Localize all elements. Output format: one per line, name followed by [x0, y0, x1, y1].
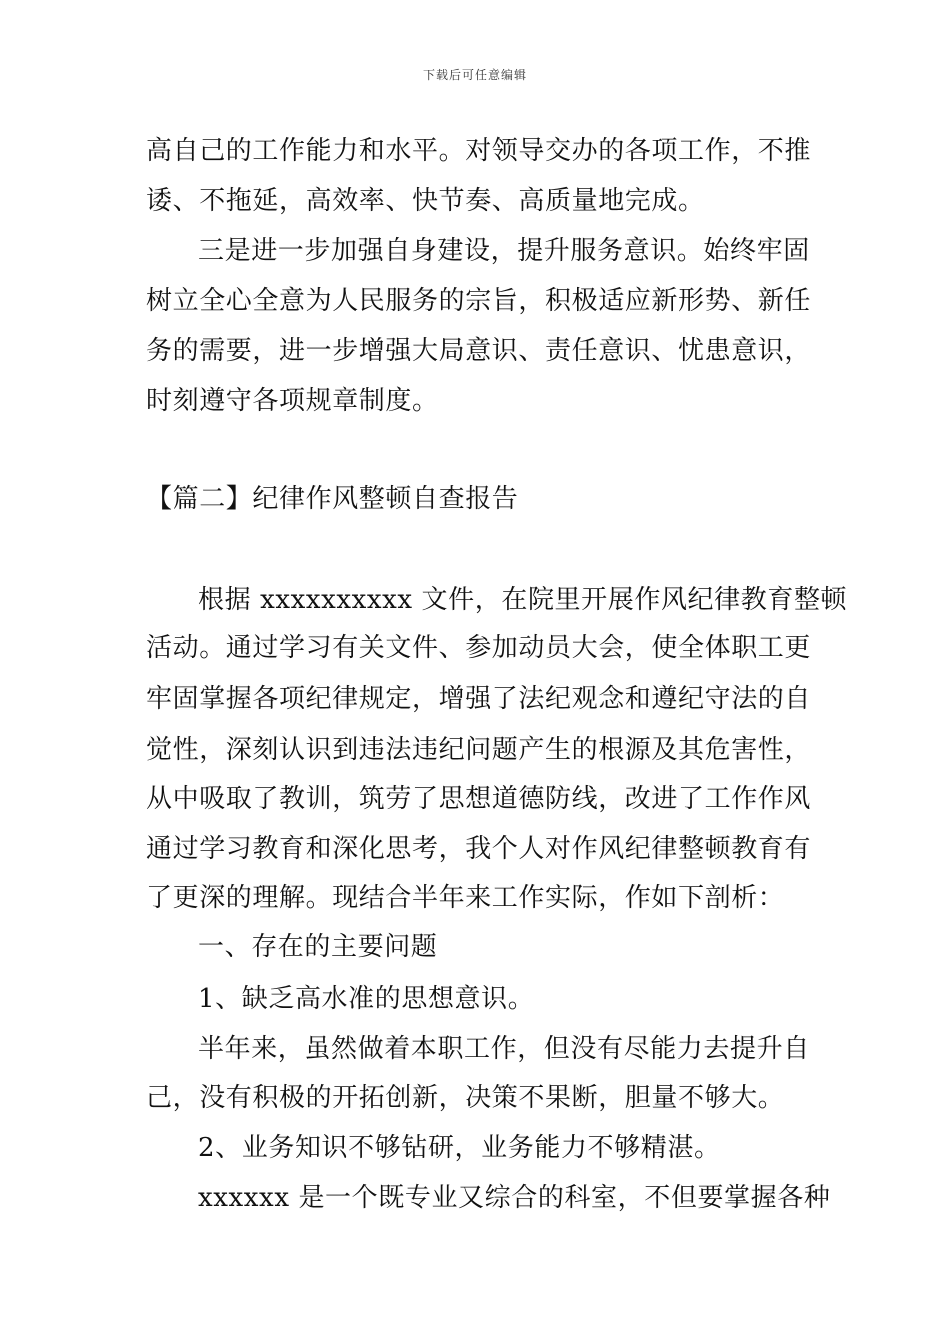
paragraph-intro-line-2: 活动。通过学习有关文件、参加动员大会，使全体职工更 — [146, 633, 812, 663]
paragraph-3-line-1: 三是进一步加强自身建设，提升服务意识。始终牢固 — [198, 236, 810, 266]
paragraph-3-line-3: 务的需要，进一步增强大局意识、责任意识、忧患意识， — [146, 336, 812, 366]
paragraph-intro-line-4: 觉性，深刻认识到违法违纪问题产生的根源及其危害性， — [146, 735, 812, 765]
subheading-2: 2、业务知识不够钻研，业务能力不够精湛。 — [198, 1133, 721, 1163]
paragraph-intro-line-7: 了更深的理解。现结合半年来工作实际，作如下剖析： — [146, 883, 785, 913]
body-line-1: 高自己的工作能力和水平。对领导交办的各项工作，不推 — [146, 136, 812, 166]
paragraph-1-line-2: 己，没有积极的开拓创新，决策不果断，胆量不够大。 — [146, 1083, 785, 1113]
paragraph-intro-line-5: 从中吸取了教训，筑劳了思想道德防线，改进了工作作风 — [146, 784, 812, 814]
body-line-2: 诿、不拖延，高效率、快节奏、高质量地完成。 — [146, 186, 705, 216]
page-header-note: 下载后可任意编辑 — [422, 68, 527, 82]
subheading-1: 1、缺乏高水准的思想意识。 — [198, 984, 535, 1014]
section-title: 【篇二】纪律作风整顿自查报告 — [146, 484, 519, 514]
heading-problems: 一、存在的主要问题 — [198, 932, 438, 962]
paragraph-3-line-4: 时刻遵守各项规章制度。 — [146, 386, 439, 416]
paragraph-intro-line-1: 根据 xxxxxxxxxx 文件，在院里开展作风纪律教育整顿 — [198, 585, 848, 615]
paragraph-2-line-1: xxxxxx 是一个既专业又综合的科室，不但要掌握各种 — [198, 1183, 831, 1213]
paragraph-intro-line-3: 牢固掌握各项纪律规定，增强了法纪观念和遵纪守法的自 — [146, 684, 812, 714]
paragraph-1-line-1: 半年来，虽然做着本职工作，但没有尽能力去提升自 — [198, 1034, 810, 1064]
paragraph-intro-line-6: 通过学习教育和深化思考，我个人对作风纪律整顿教育有 — [146, 834, 812, 864]
paragraph-3-line-2: 树立全心全意为人民服务的宗旨，积极适应新形势、新任 — [146, 286, 812, 316]
